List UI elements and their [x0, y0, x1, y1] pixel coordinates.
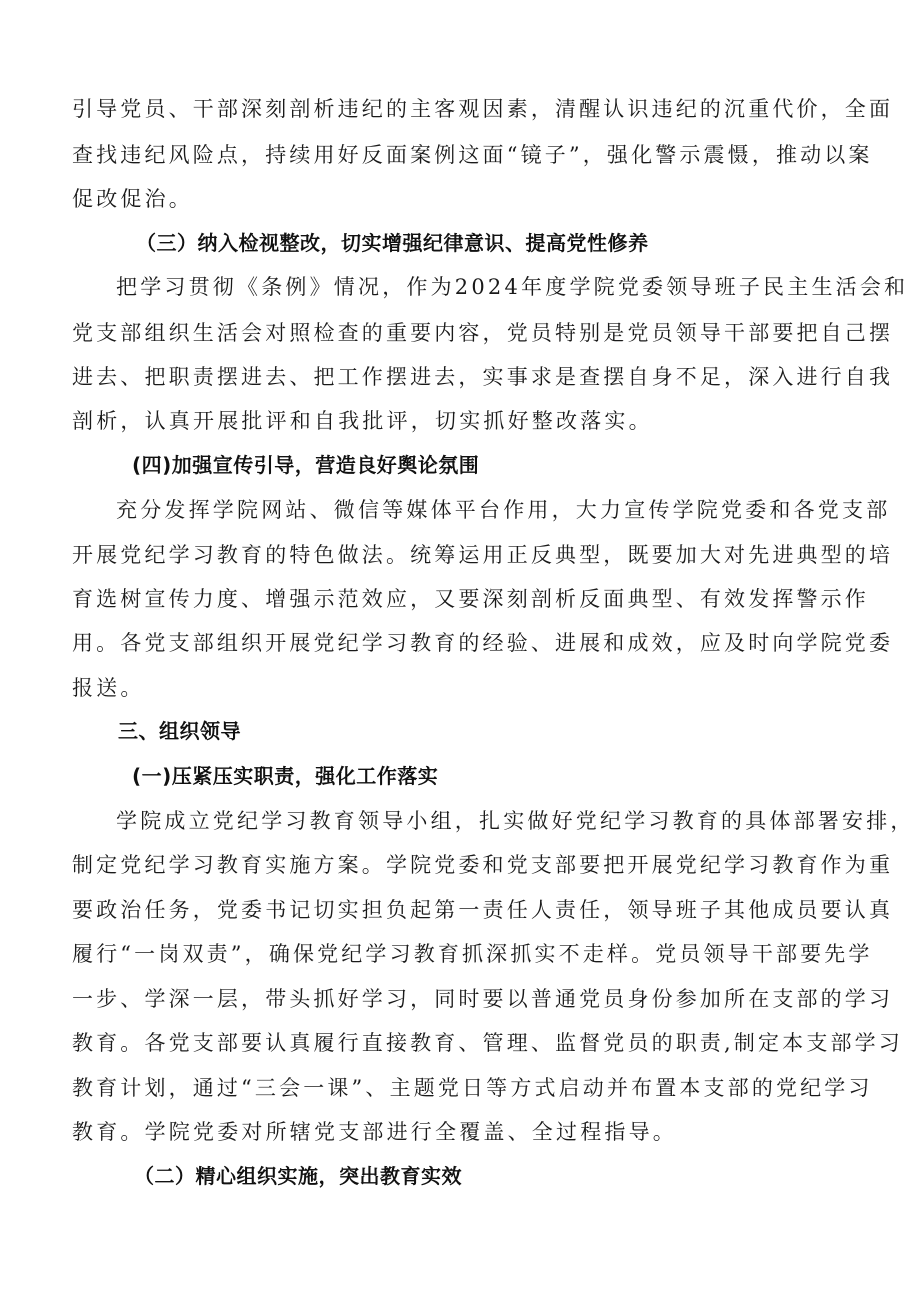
paragraph-line: 进去、把职责摆进去、把工作摆进去，实事求是查摆自身不足，深入进行自我 [72, 365, 894, 389]
section-heading: （三）纳入检视整改，切实增强纪律意识、提高党性修养 [136, 231, 649, 255]
paragraph-line: 党支部组织生活会对照检查的重要内容，党员特别是党员领导干部要把自己摆 [72, 321, 894, 345]
paragraph-line: 教育计划，通过“三会一课”、主题党日等方式启动并布置本支部的党纪学习 [72, 1076, 873, 1100]
chapter-heading: 三、组织领导 [118, 719, 241, 743]
paragraph-line: 用。各党支部组织开展党纪学习教育的经验、进展和成效，应及时向学院党委 [72, 631, 894, 655]
paragraph-line: 引导党员、干部深刻剖析违纪的主客观因素，清醒认识违纪的沉重代价，全面 [72, 97, 894, 121]
paragraph-line: 履行“一岗双责”，确保党纪学习教育抓深抓实不走样。党员领导干部要先学 [72, 942, 873, 966]
paragraph-line: 一步、学深一层，带头抓好学习，同时要以普通党员身份参加所在支部的学习 [72, 987, 894, 1011]
paragraph-line: 学院成立党纪学习教育领导小组，扎实做好党纪学习教育的具体部署安排， [116, 809, 915, 833]
paragraph-line: 要政治任务，党委书记切实担负起第一责任人责任，领导班子其他成员要认真 [72, 898, 894, 922]
paragraph-line: 报送。 [72, 676, 145, 700]
paragraph-line: 把学习贯彻《条例》情况，作为2024年度学院党委领导班子民主生活会和 [116, 275, 909, 299]
paragraph-line: 育选树宣传力度、增强示范效应，又要深刻剖析反面典型、有效发挥警示作 [72, 587, 869, 611]
paragraph-line: 教育。各党支部要认真履行直接教育、管理、监督党员的职责,制定本支部学习 [72, 1031, 903, 1055]
paragraph-line: 剖析，认真开展批评和自我批评，切实抓好整改落实。 [72, 409, 653, 433]
paragraph-line: 查找违纪风险点，持续用好反面案例这面“镜子”，强化警示震慑，推动以案 [72, 143, 873, 167]
paragraph-line: 开展党纪学习教育的特色做法。统筹运用正反典型，既要加大对先进典型的培 [72, 543, 894, 567]
section-heading: （二）精心组织实施，突出教育实效 [134, 1164, 462, 1188]
paragraph-line: 促改促治。 [72, 187, 193, 211]
paragraph-line: 制定党纪学习教育实施方案。学院党委和党支部要把开展党纪学习教育作为重 [72, 853, 894, 877]
paragraph-line: 教育。学院党委对所辖党支部进行全覆盖、全过程指导。 [72, 1120, 677, 1144]
paragraph-line: 充分发挥学院网站、微信等媒体平台作用，大力宣传学院党委和各党支部 [116, 498, 891, 522]
section-heading: (一)压紧压实职责，强化工作落实 [132, 764, 439, 788]
section-heading: (四)加强宣传引导，营造良好舆论氛围 [132, 453, 480, 477]
